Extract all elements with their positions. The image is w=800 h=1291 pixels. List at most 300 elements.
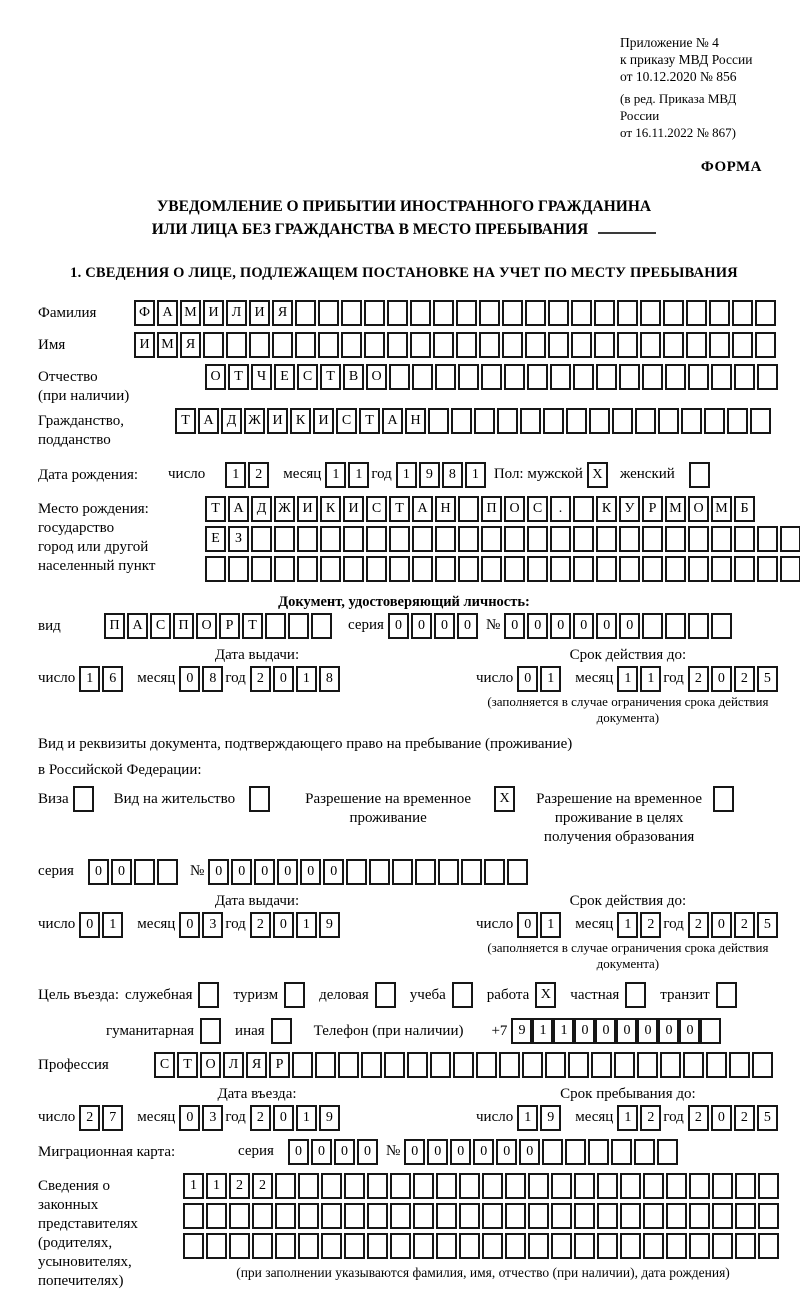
char-cell[interactable] (318, 300, 339, 326)
char-cell[interactable] (545, 1052, 566, 1078)
char-cell[interactable]: И (313, 408, 334, 434)
char-cell[interactable]: И (267, 408, 288, 434)
char-cell[interactable] (288, 613, 309, 639)
char-cell[interactable]: 1 (517, 1105, 538, 1131)
char-cell[interactable]: 0 (450, 1139, 471, 1165)
char-cell[interactable]: 1 (102, 912, 123, 938)
char-cell[interactable]: 1 (540, 912, 561, 938)
char-cell[interactable]: 0 (323, 859, 344, 885)
char-cell[interactable] (459, 1203, 480, 1229)
char-cell[interactable]: 0 (179, 912, 200, 938)
char-cell[interactable] (571, 332, 592, 358)
char-cell[interactable] (436, 1203, 457, 1229)
char-cell[interactable] (392, 859, 413, 885)
char-cell[interactable]: 0 (637, 1018, 658, 1044)
char-cell[interactable] (229, 1203, 250, 1229)
char-cell[interactable] (689, 1203, 710, 1229)
char-cell[interactable]: 0 (574, 1018, 595, 1044)
char-cell[interactable] (499, 1052, 520, 1078)
char-cell[interactable] (275, 1203, 296, 1229)
char-cell[interactable]: 0 (411, 613, 432, 639)
char-cell[interactable]: 0 (357, 1139, 378, 1165)
char-cell[interactable]: 1 (225, 462, 246, 488)
char-cell[interactable] (251, 556, 272, 582)
char-cell[interactable]: Т (177, 1052, 198, 1078)
char-cell[interactable]: 0 (711, 1105, 732, 1131)
char-cell[interactable] (550, 364, 571, 390)
char-cell[interactable] (272, 332, 293, 358)
char-cell[interactable]: 1 (325, 462, 346, 488)
char-cell[interactable]: 0 (457, 613, 478, 639)
char-cell[interactable]: З (228, 526, 249, 552)
char-cell[interactable] (520, 408, 541, 434)
char-cell[interactable]: О (504, 496, 525, 522)
char-cell[interactable]: Н (405, 408, 426, 434)
char-cell[interactable]: А (127, 613, 148, 639)
char-cell[interactable]: 1 (617, 666, 638, 692)
char-cell[interactable]: С (297, 364, 318, 390)
char-cell[interactable] (430, 1052, 451, 1078)
char-cell[interactable] (390, 1233, 411, 1259)
char-cell[interactable]: 0 (527, 613, 548, 639)
char-cell[interactable]: О (688, 496, 709, 522)
char-cell[interactable] (706, 1052, 727, 1078)
char-cell[interactable] (505, 1173, 526, 1199)
char-cell[interactable] (620, 1173, 641, 1199)
char-cell[interactable] (295, 332, 316, 358)
char-cell[interactable]: 0 (711, 666, 732, 692)
char-cell[interactable] (686, 332, 707, 358)
char-cell[interactable] (458, 364, 479, 390)
purpose-work-checkbox[interactable]: X (535, 982, 556, 1008)
char-cell[interactable]: 2 (248, 462, 269, 488)
char-cell[interactable] (574, 1233, 595, 1259)
char-cell[interactable]: 0 (277, 859, 298, 885)
char-cell[interactable] (780, 526, 800, 552)
char-cell[interactable] (502, 332, 523, 358)
char-cell[interactable]: С (366, 496, 387, 522)
char-cell[interactable] (658, 408, 679, 434)
char-cell[interactable] (297, 556, 318, 582)
char-cell[interactable]: 6 (102, 666, 123, 692)
char-cell[interactable] (665, 526, 686, 552)
char-cell[interactable] (642, 526, 663, 552)
char-cell[interactable] (366, 556, 387, 582)
char-cell[interactable] (346, 859, 367, 885)
char-cell[interactable]: Б (734, 496, 755, 522)
char-cell[interactable] (712, 1233, 733, 1259)
char-cell[interactable] (589, 408, 610, 434)
char-cell[interactable] (364, 300, 385, 326)
char-cell[interactable]: 0 (596, 613, 617, 639)
sex-female-checkbox[interactable] (689, 462, 710, 488)
char-cell[interactable] (596, 364, 617, 390)
char-cell[interactable] (704, 408, 725, 434)
char-cell[interactable] (481, 556, 502, 582)
char-cell[interactable] (389, 556, 410, 582)
char-cell[interactable]: Д (251, 496, 272, 522)
char-cell[interactable] (504, 556, 525, 582)
char-cell[interactable] (712, 1203, 733, 1229)
char-cell[interactable] (596, 556, 617, 582)
char-cell[interactable] (428, 408, 449, 434)
char-cell[interactable] (565, 1139, 586, 1165)
char-cell[interactable] (229, 1233, 250, 1259)
char-cell[interactable] (390, 1203, 411, 1229)
char-cell[interactable] (688, 613, 709, 639)
char-cell[interactable]: 0 (573, 613, 594, 639)
char-cell[interactable] (594, 332, 615, 358)
char-cell[interactable] (502, 300, 523, 326)
char-cell[interactable]: Р (642, 496, 663, 522)
char-cell[interactable] (689, 1233, 710, 1259)
char-cell[interactable] (344, 1173, 365, 1199)
char-cell[interactable] (203, 332, 224, 358)
char-cell[interactable] (275, 1233, 296, 1259)
char-cell[interactable]: Ж (274, 496, 295, 522)
char-cell[interactable]: И (249, 300, 270, 326)
char-cell[interactable]: 2 (640, 912, 661, 938)
char-cell[interactable] (566, 408, 587, 434)
char-cell[interactable] (320, 526, 341, 552)
char-cell[interactable]: 1 (553, 1018, 574, 1044)
char-cell[interactable] (619, 556, 640, 582)
char-cell[interactable] (663, 332, 684, 358)
char-cell[interactable]: А (157, 300, 178, 326)
char-cell[interactable] (758, 1203, 779, 1229)
char-cell[interactable]: 2 (688, 912, 709, 938)
char-cell[interactable]: П (173, 613, 194, 639)
char-cell[interactable] (320, 556, 341, 582)
char-cell[interactable] (413, 1173, 434, 1199)
char-cell[interactable] (666, 1203, 687, 1229)
char-cell[interactable]: О (196, 613, 217, 639)
char-cell[interactable] (389, 526, 410, 552)
char-cell[interactable]: 0 (273, 666, 294, 692)
char-cell[interactable] (482, 1203, 503, 1229)
char-cell[interactable]: 9 (319, 912, 340, 938)
char-cell[interactable] (435, 556, 456, 582)
char-cell[interactable] (413, 1203, 434, 1229)
char-cell[interactable] (528, 1233, 549, 1259)
char-cell[interactable] (665, 613, 686, 639)
char-cell[interactable] (571, 300, 592, 326)
char-cell[interactable] (525, 332, 546, 358)
char-cell[interactable] (228, 556, 249, 582)
char-cell[interactable] (614, 1052, 635, 1078)
char-cell[interactable] (341, 300, 362, 326)
char-cell[interactable]: А (382, 408, 403, 434)
char-cell[interactable]: 9 (319, 1105, 340, 1131)
char-cell[interactable] (366, 526, 387, 552)
purpose-humanitarian-checkbox[interactable] (200, 1018, 221, 1044)
char-cell[interactable] (436, 1173, 457, 1199)
char-cell[interactable]: 1 (617, 1105, 638, 1131)
char-cell[interactable] (619, 364, 640, 390)
char-cell[interactable] (735, 1173, 756, 1199)
char-cell[interactable] (548, 332, 569, 358)
char-cell[interactable] (711, 364, 732, 390)
purpose-tourism-checkbox[interactable] (284, 982, 305, 1008)
char-cell[interactable] (387, 300, 408, 326)
char-cell[interactable]: 2 (640, 1105, 661, 1131)
char-cell[interactable]: 2 (734, 912, 755, 938)
char-cell[interactable] (315, 1052, 336, 1078)
char-cell[interactable] (620, 1203, 641, 1229)
purpose-official-checkbox[interactable] (198, 982, 219, 1008)
char-cell[interactable]: 0 (334, 1139, 355, 1165)
char-cell[interactable]: 0 (473, 1139, 494, 1165)
char-cell[interactable] (620, 1233, 641, 1259)
char-cell[interactable]: 1 (183, 1173, 204, 1199)
char-cell[interactable] (727, 408, 748, 434)
char-cell[interactable]: К (320, 496, 341, 522)
char-cell[interactable] (550, 556, 571, 582)
char-cell[interactable] (504, 526, 525, 552)
char-cell[interactable]: . (550, 496, 571, 522)
char-cell[interactable]: 9 (419, 462, 440, 488)
char-cell[interactable] (734, 526, 755, 552)
char-cell[interactable] (275, 1173, 296, 1199)
purpose-private-checkbox[interactable] (625, 982, 646, 1008)
char-cell[interactable]: 0 (79, 912, 100, 938)
char-cell[interactable] (505, 1203, 526, 1229)
char-cell[interactable] (657, 1139, 678, 1165)
char-cell[interactable] (617, 332, 638, 358)
char-cell[interactable]: 0 (179, 1105, 200, 1131)
char-cell[interactable] (412, 526, 433, 552)
char-cell[interactable] (458, 526, 479, 552)
char-cell[interactable] (688, 526, 709, 552)
char-cell[interactable]: 0 (288, 1139, 309, 1165)
char-cell[interactable] (542, 1139, 563, 1165)
char-cell[interactable]: 3 (202, 912, 223, 938)
char-cell[interactable] (594, 300, 615, 326)
char-cell[interactable] (666, 1233, 687, 1259)
char-cell[interactable] (384, 1052, 405, 1078)
char-cell[interactable] (732, 300, 753, 326)
char-cell[interactable] (387, 332, 408, 358)
char-cell[interactable]: И (134, 332, 155, 358)
char-cell[interactable] (321, 1233, 342, 1259)
char-cell[interactable]: 1 (79, 666, 100, 692)
char-cell[interactable] (527, 364, 548, 390)
char-cell[interactable]: 0 (519, 1139, 540, 1165)
char-cell[interactable] (481, 364, 502, 390)
char-cell[interactable]: 1 (396, 462, 417, 488)
char-cell[interactable]: 1 (206, 1173, 227, 1199)
char-cell[interactable]: 7 (102, 1105, 123, 1131)
char-cell[interactable] (757, 526, 778, 552)
char-cell[interactable] (343, 526, 364, 552)
char-cell[interactable]: 8 (319, 666, 340, 692)
purpose-study-checkbox[interactable] (452, 982, 473, 1008)
char-cell[interactable]: 0 (179, 666, 200, 692)
char-cell[interactable] (688, 364, 709, 390)
char-cell[interactable] (435, 526, 456, 552)
char-cell[interactable] (780, 556, 800, 582)
char-cell[interactable] (367, 1173, 388, 1199)
char-cell[interactable] (481, 526, 502, 552)
char-cell[interactable]: 0 (619, 613, 640, 639)
char-cell[interactable]: 0 (111, 859, 132, 885)
char-cell[interactable]: К (596, 496, 617, 522)
char-cell[interactable]: М (665, 496, 686, 522)
char-cell[interactable]: 0 (404, 1139, 425, 1165)
char-cell[interactable] (735, 1203, 756, 1229)
char-cell[interactable]: 0 (550, 613, 571, 639)
char-cell[interactable] (596, 526, 617, 552)
char-cell[interactable] (364, 332, 385, 358)
char-cell[interactable]: 0 (658, 1018, 679, 1044)
char-cell[interactable] (265, 613, 286, 639)
char-cell[interactable]: Т (389, 496, 410, 522)
char-cell[interactable] (412, 556, 433, 582)
char-cell[interactable] (551, 1173, 572, 1199)
char-cell[interactable]: 2 (229, 1173, 250, 1199)
char-cell[interactable] (338, 1052, 359, 1078)
char-cell[interactable] (484, 859, 505, 885)
char-cell[interactable] (344, 1233, 365, 1259)
char-cell[interactable]: 0 (517, 666, 538, 692)
char-cell[interactable] (709, 300, 730, 326)
char-cell[interactable] (453, 1052, 474, 1078)
char-cell[interactable] (183, 1233, 204, 1259)
char-cell[interactable] (640, 300, 661, 326)
char-cell[interactable] (643, 1233, 664, 1259)
char-cell[interactable] (274, 556, 295, 582)
char-cell[interactable]: Т (242, 613, 263, 639)
purpose-business-checkbox[interactable] (375, 982, 396, 1008)
char-cell[interactable] (551, 1233, 572, 1259)
char-cell[interactable] (528, 1203, 549, 1229)
char-cell[interactable] (755, 332, 776, 358)
char-cell[interactable]: В (343, 364, 364, 390)
char-cell[interactable] (643, 1203, 664, 1229)
char-cell[interactable] (497, 408, 518, 434)
char-cell[interactable]: 0 (517, 912, 538, 938)
char-cell[interactable] (318, 332, 339, 358)
char-cell[interactable] (134, 859, 155, 885)
char-cell[interactable]: 1 (540, 666, 561, 692)
char-cell[interactable] (525, 300, 546, 326)
char-cell[interactable]: 0 (388, 613, 409, 639)
char-cell[interactable] (435, 364, 456, 390)
char-cell[interactable]: С (336, 408, 357, 434)
char-cell[interactable] (361, 1052, 382, 1078)
char-cell[interactable] (550, 526, 571, 552)
char-cell[interactable] (344, 1203, 365, 1229)
char-cell[interactable] (297, 526, 318, 552)
char-cell[interactable] (274, 526, 295, 552)
char-cell[interactable]: 0 (273, 1105, 294, 1131)
char-cell[interactable]: У (619, 496, 640, 522)
char-cell[interactable]: О (366, 364, 387, 390)
char-cell[interactable] (617, 300, 638, 326)
char-cell[interactable]: Ф (134, 300, 155, 326)
char-cell[interactable]: Ч (251, 364, 272, 390)
char-cell[interactable] (700, 1018, 721, 1044)
char-cell[interactable] (321, 1203, 342, 1229)
char-cell[interactable] (205, 556, 226, 582)
char-cell[interactable]: Н (435, 496, 456, 522)
char-cell[interactable] (757, 364, 778, 390)
char-cell[interactable] (634, 1139, 655, 1165)
char-cell[interactable] (390, 1173, 411, 1199)
char-cell[interactable]: 2 (250, 666, 271, 692)
char-cell[interactable] (476, 1052, 497, 1078)
char-cell[interactable] (459, 1233, 480, 1259)
char-cell[interactable]: Л (226, 300, 247, 326)
char-cell[interactable] (507, 859, 528, 885)
temp-residence-education-checkbox[interactable] (713, 786, 734, 812)
char-cell[interactable] (389, 364, 410, 390)
char-cell[interactable] (666, 1173, 687, 1199)
char-cell[interactable]: К (290, 408, 311, 434)
char-cell[interactable] (663, 300, 684, 326)
char-cell[interactable] (573, 496, 594, 522)
char-cell[interactable] (573, 526, 594, 552)
char-cell[interactable] (688, 556, 709, 582)
char-cell[interactable]: И (297, 496, 318, 522)
char-cell[interactable] (528, 1173, 549, 1199)
char-cell[interactable]: Я (180, 332, 201, 358)
char-cell[interactable] (660, 1052, 681, 1078)
char-cell[interactable]: Л (223, 1052, 244, 1078)
char-cell[interactable]: С (154, 1052, 175, 1078)
char-cell[interactable] (758, 1173, 779, 1199)
char-cell[interactable]: 8 (202, 666, 223, 692)
char-cell[interactable] (597, 1173, 618, 1199)
char-cell[interactable]: 2 (688, 1105, 709, 1131)
char-cell[interactable]: А (198, 408, 219, 434)
char-cell[interactable]: 1 (296, 912, 317, 938)
char-cell[interactable]: 5 (757, 912, 778, 938)
char-cell[interactable] (522, 1052, 543, 1078)
char-cell[interactable]: 2 (250, 1105, 271, 1131)
char-cell[interactable]: 1 (532, 1018, 553, 1044)
char-cell[interactable] (341, 332, 362, 358)
char-cell[interactable]: 8 (442, 462, 463, 488)
char-cell[interactable] (640, 332, 661, 358)
char-cell[interactable] (665, 364, 686, 390)
char-cell[interactable] (474, 408, 495, 434)
char-cell[interactable] (206, 1203, 227, 1229)
char-cell[interactable] (292, 1052, 313, 1078)
char-cell[interactable]: 0 (434, 613, 455, 639)
char-cell[interactable] (758, 1233, 779, 1259)
char-cell[interactable] (367, 1203, 388, 1229)
char-cell[interactable] (456, 332, 477, 358)
char-cell[interactable] (157, 859, 178, 885)
char-cell[interactable] (298, 1173, 319, 1199)
char-cell[interactable]: М (711, 496, 732, 522)
char-cell[interactable] (410, 332, 431, 358)
char-cell[interactable] (612, 408, 633, 434)
char-cell[interactable]: Д (221, 408, 242, 434)
char-cell[interactable]: 2 (250, 912, 271, 938)
char-cell[interactable] (415, 859, 436, 885)
char-cell[interactable]: 2 (734, 1105, 755, 1131)
char-cell[interactable] (643, 1173, 664, 1199)
char-cell[interactable] (206, 1233, 227, 1259)
char-cell[interactable] (573, 364, 594, 390)
char-cell[interactable]: 1 (640, 666, 661, 692)
char-cell[interactable]: 1 (617, 912, 638, 938)
char-cell[interactable]: 0 (231, 859, 252, 885)
char-cell[interactable]: 5 (757, 1105, 778, 1131)
char-cell[interactable] (548, 300, 569, 326)
